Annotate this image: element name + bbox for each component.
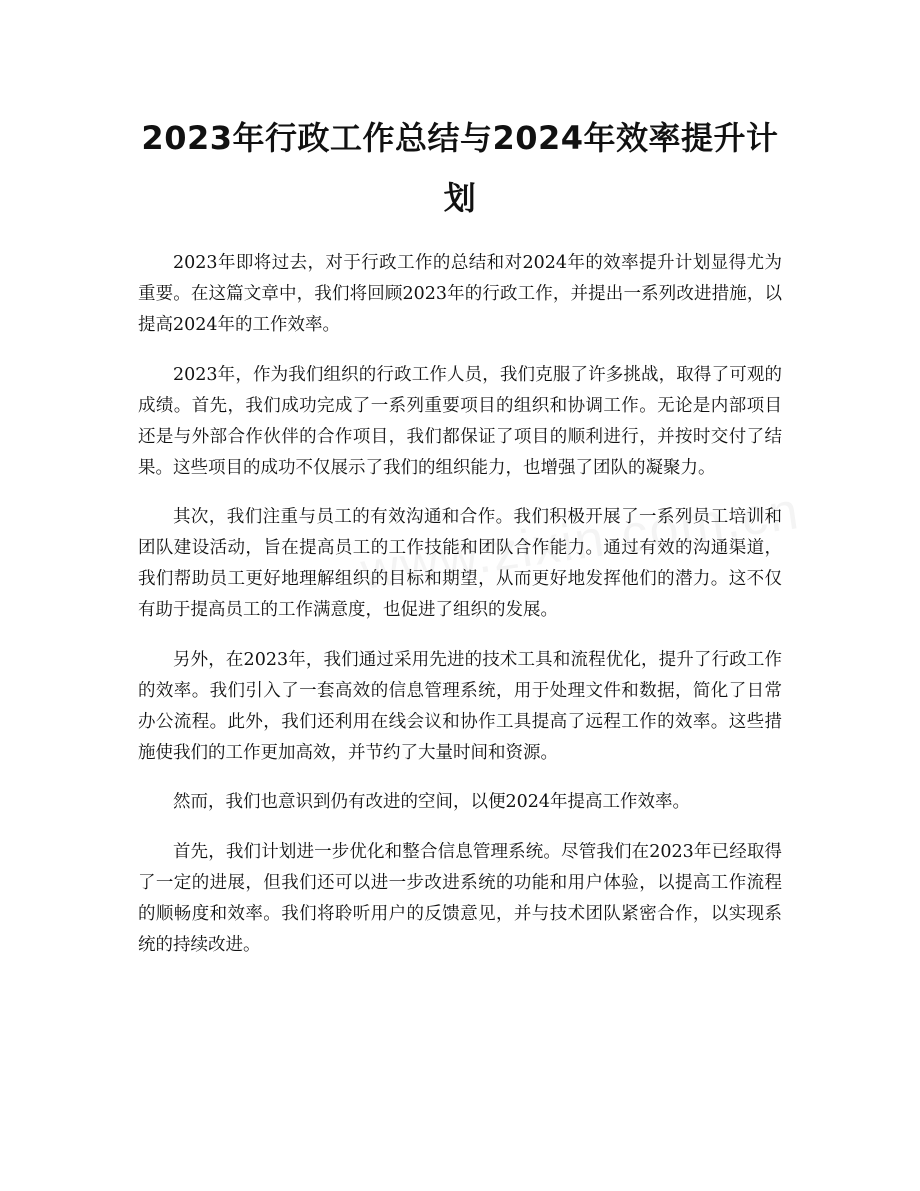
paragraph: 首先，我们计划进一步优化和整合信息管理系统。尽管我们在2023年已经取得了一定的进展，但我们还可以进一步改进系统的功能和用户体验，以提高工作流程的顺畅度和效率。我们将聆听用户的反馈意见，并与技术团队紧密合作，以实现系统的持续改进。	[138, 841, 782, 955]
document-title: 2023年行政工作总结与2024年效率提升计划	[141, 119, 779, 217]
paragraph: 其次，我们注重与员工的有效沟通和合作。我们积极开展了一系列员工培训和团队建设活动，旨在提高员工的工作技能和团队合作能力。通过有效的沟通渠道，我们帮助员工更好地理解组织的目标和期望，从而更好地发挥他们的潜力。这不仅有助于提高员工的工作满意度，也促进了组织的发展。	[138, 507, 782, 620]
paragraph: 然而，我们也意识到仍有改进的空间，以便2024年提高工作效率。	[173, 792, 691, 812]
paragraph: 2023年即将过去，对于行政工作的总结和对2024年的效率提升计划显得尤为重要。在这篇文章中，我们将回顾2023年的行政工作，并提出一系列改进措施，以提高2024年的工作效率。	[138, 253, 782, 335]
paragraph: 另外，在2023年，我们通过采用先进的技术工具和流程优化，提升了行政工作的效率。我们引入了一套高效的信息管理系统，用于处理文件和数据，简化了日常办公流程。此外，我们还利用在线会议和协作工具提高了远程工作的效率。这些措施使我们的工作更加高效，并节约了大量时间和资源。	[138, 649, 782, 763]
document-body	[138, 248, 782, 979]
paragraph: 2023年，作为我们组织的行政工作人员，我们克服了许多挑战，取得了可观的成绩。首先，我们成功完成了一系列重要项目的组织和协调工作。无论是内部项目还是与外部合作伙伴的合作项目，我们都保证了项目的顺利进行，并按时交付了结果。这些项目的成功不仅展示了我们的组织能力，也增强了团队的凝聚力。	[138, 364, 782, 478]
